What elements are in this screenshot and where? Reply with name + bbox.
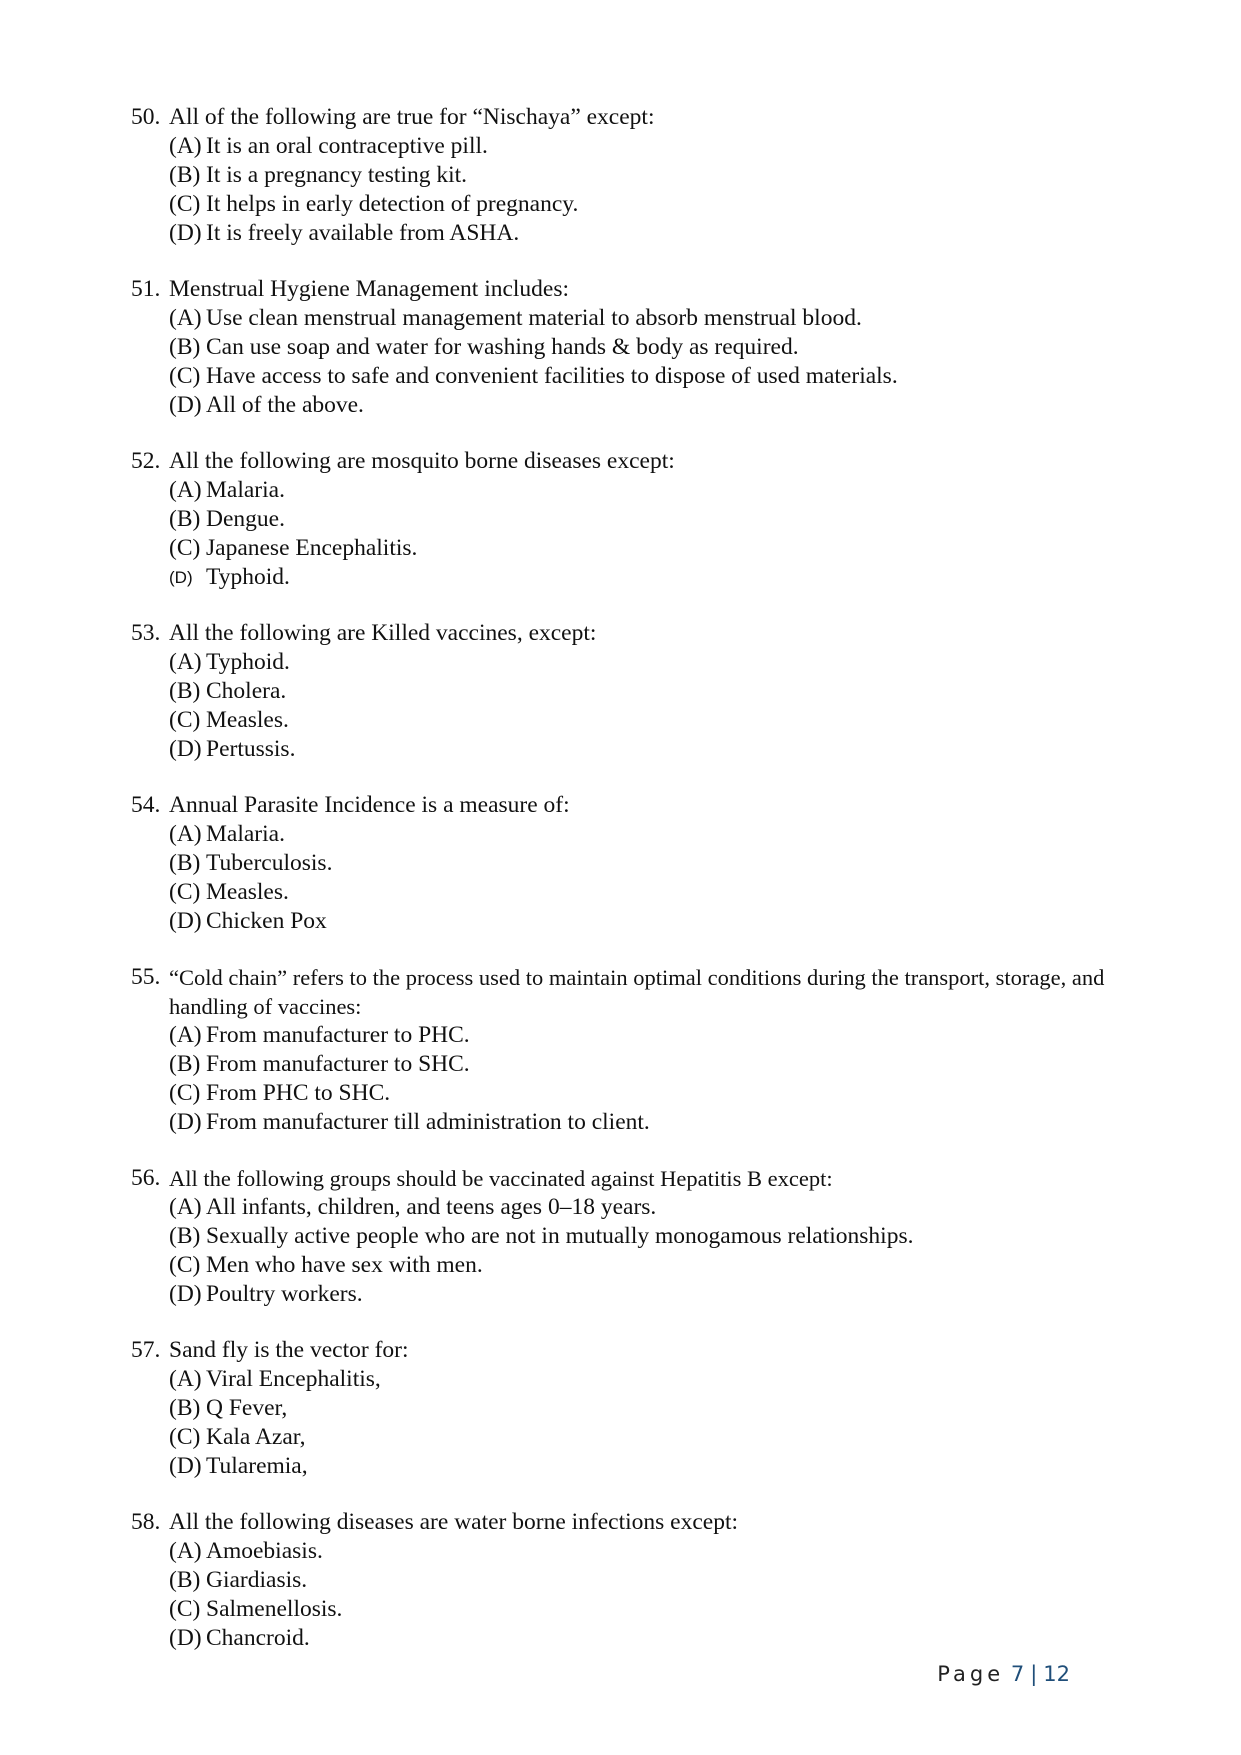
option-letter: (C) (169, 707, 201, 733)
option-letter: (D) (169, 1453, 202, 1479)
option-text: Chicken Pox (206, 908, 327, 934)
option-text: All infants, children, and teens ages 0–18 years. (206, 1194, 657, 1220)
option-text: Tuberculosis. (206, 850, 333, 876)
option-d (131, 1280, 1111, 1309)
option-d (131, 219, 1111, 248)
option-b (131, 1222, 1111, 1251)
question-number: 50. (131, 104, 161, 130)
option-text: It is freely available from ASHA. (206, 220, 520, 246)
option-b (131, 677, 1111, 706)
option-letter: (D) (169, 220, 202, 246)
question-51 (131, 275, 1111, 420)
option-letter: (D) (169, 392, 202, 418)
option-text: All of the above. (206, 392, 364, 418)
option-letter: (B) (169, 1567, 201, 1593)
option-c (131, 534, 1111, 563)
option-letter: (D) (169, 736, 202, 762)
question-number: 51. (131, 276, 161, 302)
question-number: 57. (131, 1337, 161, 1363)
option-letter: (B) (169, 1051, 201, 1077)
option-a (131, 132, 1111, 161)
option-letter: (A) (169, 649, 202, 675)
option-letter: (C) (169, 535, 201, 561)
question-55 (131, 963, 1111, 1137)
option-letter: (A) (169, 477, 202, 503)
option-text: Poultry workers. (206, 1281, 363, 1307)
option-text: Measles. (206, 707, 289, 733)
option-letter: (B) (169, 850, 201, 876)
option-letter: (C) (169, 1080, 201, 1106)
question-number: 58. (131, 1509, 161, 1535)
option-letter: (C) (169, 879, 201, 905)
option-text: From manufacturer to PHC. (206, 1022, 470, 1048)
option-letter: (C) (169, 1252, 201, 1278)
option-c (131, 190, 1111, 219)
option-text: Men who have sex with men. (206, 1252, 483, 1278)
option-letter: (A) (169, 1366, 202, 1392)
option-letter: (B) (169, 162, 201, 188)
option-c (131, 1079, 1111, 1108)
option-letter: (A) (169, 305, 202, 331)
question-text: All of the following are true for “Nischaya” except: (169, 104, 655, 130)
question-text: Menstrual Hygiene Management includes: (169, 276, 570, 302)
option-b (131, 1050, 1111, 1079)
option-b (131, 161, 1111, 190)
option-letter: (A) (169, 821, 202, 847)
option-a (131, 820, 1111, 849)
question-number: 55. (131, 964, 161, 990)
option-letter: (C) (169, 1424, 201, 1450)
option-text: Malaria. (206, 821, 285, 847)
option-text: Have access to safe and convenient facilities to dispose of used materials. (206, 363, 898, 389)
option-text: Cholera. (206, 678, 287, 704)
option-text: Viral Encephalitis, (206, 1366, 381, 1392)
option-letter: (D) (169, 1625, 202, 1651)
question-54 (131, 791, 1111, 936)
option-text: Pertussis. (206, 736, 296, 762)
option-text: Typhoid. (206, 649, 290, 675)
question-text: All the following groups should be vaccinated against Hepatitis B except: (169, 1166, 833, 1191)
question-text: Annual Parasite Incidence is a measure of: (169, 792, 570, 818)
option-letter: (D) (169, 568, 193, 587)
option-text: It is an oral contraceptive pill. (206, 133, 488, 159)
option-text: Japanese Encephalitis. (206, 535, 418, 561)
option-letter: (B) (169, 334, 201, 360)
option-text: Kala Azar, (206, 1424, 306, 1450)
option-text: Chancroid. (206, 1625, 310, 1651)
option-letter: (D) (169, 1281, 202, 1307)
option-text: Giardiasis. (206, 1567, 308, 1593)
option-letter: (A) (169, 1022, 202, 1048)
page-total: 12 (1043, 1662, 1070, 1686)
option-text: From PHC to SHC. (206, 1080, 391, 1106)
option-b (131, 849, 1111, 878)
option-c (131, 706, 1111, 735)
option-text: Q Fever, (206, 1395, 288, 1421)
option-a (131, 1021, 1111, 1050)
option-d (131, 907, 1111, 936)
option-b (131, 505, 1111, 534)
page-number: 7 (1010, 1662, 1025, 1686)
option-text: From manufacturer to SHC. (206, 1051, 470, 1077)
option-a (131, 1365, 1111, 1394)
question-number: 53. (131, 620, 161, 646)
option-text: Amoebiasis. (206, 1538, 323, 1564)
option-d (131, 1452, 1111, 1481)
option-d (131, 1108, 1111, 1137)
option-text: Can use soap and water for washing hands & body as required. (206, 334, 799, 360)
question-list (131, 103, 1111, 1680)
question-50 (131, 103, 1111, 248)
option-b (131, 1566, 1111, 1595)
option-text: Malaria. (206, 477, 285, 503)
option-a (131, 304, 1111, 333)
question-text: Sand fly is the vector for: (169, 1337, 409, 1363)
question-text: “Cold chain” refers to the process used to maintain optimal conditions during the transport, storage, and handling of vaccines: (169, 965, 1105, 1019)
option-letter: (A) (169, 1538, 202, 1564)
option-letter: (C) (169, 1596, 201, 1622)
option-letter: (B) (169, 678, 201, 704)
option-letter: (A) (169, 133, 202, 159)
option-b (131, 1394, 1111, 1423)
question-57 (131, 1336, 1111, 1481)
option-a (131, 1193, 1111, 1222)
page-footer (937, 1660, 1070, 1688)
option-d (131, 563, 1111, 592)
option-d (131, 1624, 1111, 1653)
page-separator: | (1030, 1662, 1038, 1686)
option-letter: (C) (169, 191, 201, 217)
option-text: Tularemia, (206, 1453, 308, 1479)
question-number: 56. (131, 1165, 161, 1191)
question-56 (131, 1164, 1111, 1309)
option-letter: (A) (169, 1194, 202, 1220)
option-text: Sexually active people who are not in mutually monogamous relationships. (206, 1223, 914, 1249)
option-letter: (D) (169, 1109, 202, 1135)
option-b (131, 333, 1111, 362)
question-53 (131, 619, 1111, 764)
option-letter: (B) (169, 506, 201, 532)
option-d (131, 735, 1111, 764)
option-text: Typhoid. (206, 564, 290, 590)
option-text: Use clean menstrual management material to absorb menstrual blood. (206, 305, 862, 331)
option-letter: (D) (169, 908, 202, 934)
option-c (131, 362, 1111, 391)
question-number: 54. (131, 792, 161, 818)
option-text: From manufacturer till administration to client. (206, 1109, 650, 1135)
option-text: Salmenellosis. (206, 1596, 343, 1622)
question-number: 52. (131, 448, 161, 474)
option-c (131, 1595, 1111, 1624)
option-text: Measles. (206, 879, 289, 905)
option-text: It helps in early detection of pregnancy. (206, 191, 579, 217)
option-c (131, 1423, 1111, 1452)
option-letter: (B) (169, 1223, 201, 1249)
option-c (131, 878, 1111, 907)
question-text: All the following are mosquito borne diseases except: (169, 448, 675, 474)
option-letter: (B) (169, 1395, 201, 1421)
option-a (131, 476, 1111, 505)
option-d (131, 391, 1111, 420)
option-c (131, 1251, 1111, 1280)
question-52 (131, 447, 1111, 592)
option-text: It is a pregnancy testing kit. (206, 162, 468, 188)
option-a (131, 1537, 1111, 1566)
question-text: All the following diseases are water borne infections except: (169, 1509, 739, 1535)
option-a (131, 648, 1111, 677)
question-58 (131, 1508, 1111, 1653)
page-label: Page (937, 1662, 1005, 1686)
option-letter: (C) (169, 363, 201, 389)
option-text: Dengue. (206, 506, 285, 532)
question-text: All the following are Killed vaccines, except: (169, 620, 597, 646)
